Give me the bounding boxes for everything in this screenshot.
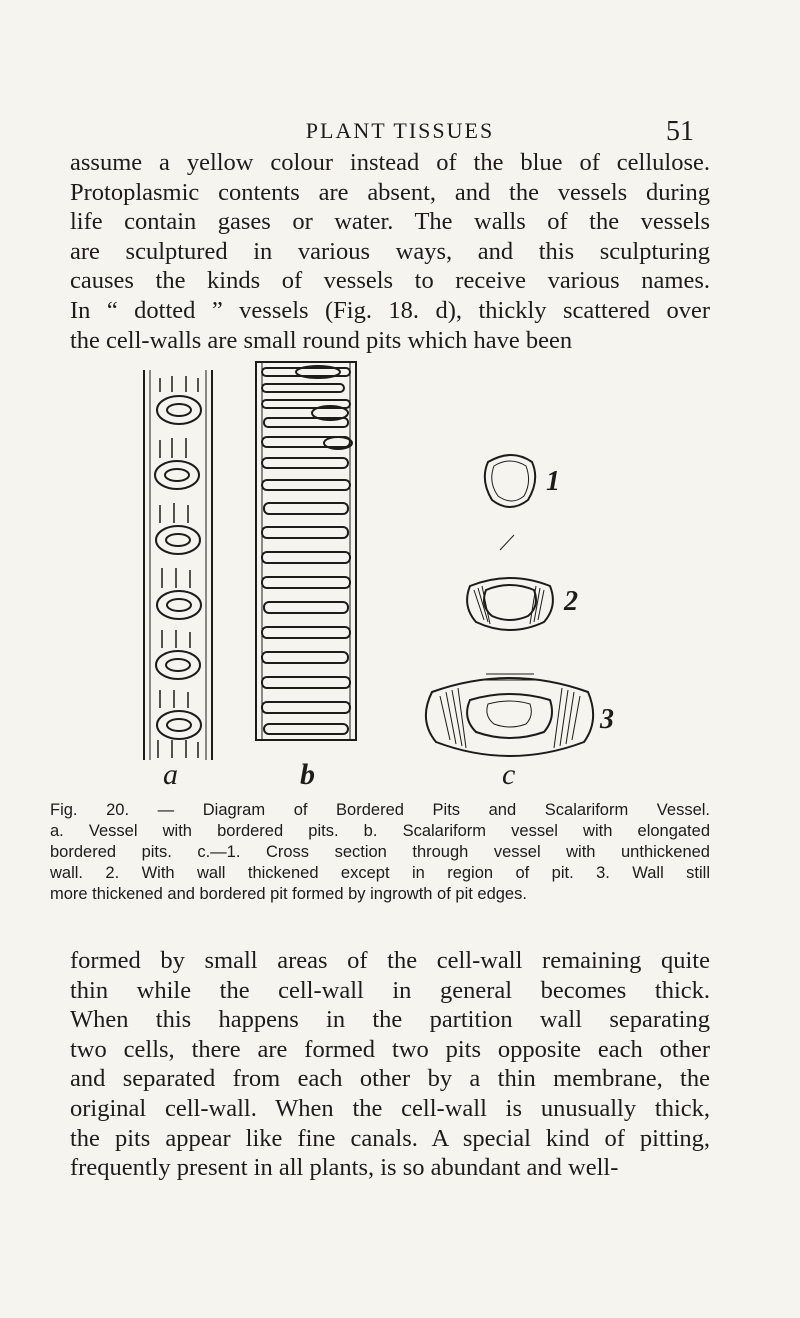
text-line: Protoplasmic contents are absent, and the vessels during: [70, 178, 710, 206]
text-line: causes the kinds of vessels to receive various names.: [70, 267, 710, 295]
text-line: thin while the cell-wall in general becomes thick.: [70, 976, 710, 1004]
text-line: the cell-walls are small round pits which have been: [70, 326, 573, 354]
vessel-b-drawing: [256, 362, 356, 740]
caption-line: bordered pits. c.—1. Cross section through vessel with unthickened: [50, 843, 710, 861]
page-number: 51: [666, 116, 694, 147]
caption-line: more thickened and bordered pit formed by ingrowth of pit edges.: [50, 885, 527, 903]
text-line: the pits appear like fine canals. A special kind of pitting,: [70, 1124, 710, 1152]
body-paragraph-bottom: [70, 946, 710, 1183]
caption-line: wall. 2. With wall thickened except in region of pit. 3. Wall still: [50, 864, 710, 882]
text-line: frequently present in all plants, is so abundant and well-: [70, 1154, 619, 1182]
cross-section-1-drawing: [485, 455, 535, 507]
figure-label-a: a: [163, 758, 178, 791]
text-line: life contain gases or water. The walls of the vessels: [70, 208, 710, 236]
cross-section-1-pointer: [500, 535, 514, 550]
text-line: formed by small areas of the cell-wall remaining quite: [70, 947, 710, 974]
figure-label-b: b: [300, 758, 315, 791]
text-line: and separated from each other by a thin membrane, the: [70, 1065, 710, 1093]
cross-section-2-drawing: [467, 578, 553, 630]
pit-number-1: 1: [546, 466, 560, 497]
text-line: When this happens in the partition wall separating: [70, 1006, 710, 1034]
text-line: are sculptured in various ways, and this sculpturing: [70, 237, 710, 265]
text-line: In “ dotted ” vessels (Fig. 18. d), thickly scattered over: [70, 296, 710, 324]
pit-number-2: 2: [564, 586, 578, 617]
pit-number-3: 3: [600, 704, 614, 735]
running-head: PLANT TISSUES: [305, 118, 495, 143]
figure-label-c: c: [502, 758, 516, 791]
figure-caption: [50, 800, 710, 905]
text-line: two cells, there are formed two pits opposite each other: [70, 1035, 710, 1063]
vessel-a-drawing: [144, 370, 212, 760]
text-line: original cell-wall. When the cell-wall is unusually thick,: [70, 1094, 710, 1122]
text-line: assume a yellow colour instead of the blue of cellulose.: [70, 149, 710, 176]
caption-line: a. Vessel with bordered pits. b. Scalariform vessel with elongated: [50, 822, 710, 840]
caption-line: Fig. 20. — Diagram of Bordered Pits and Scalariform Vessel.: [50, 801, 710, 819]
cross-section-3-drawing: [426, 674, 593, 756]
